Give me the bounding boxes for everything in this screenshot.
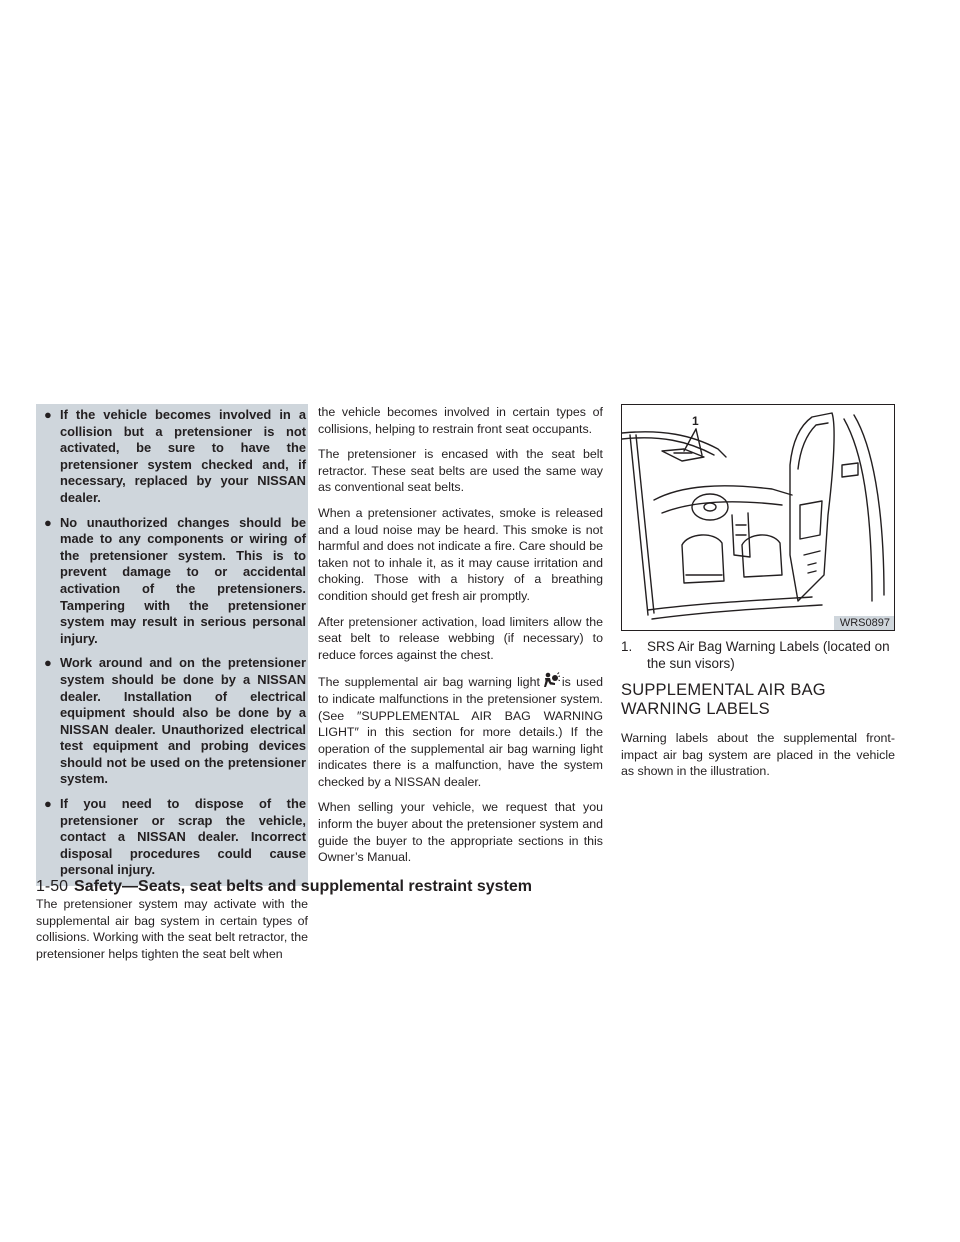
bullet-icon: ● xyxy=(44,407,52,422)
body-paragraph: When a pretensioner activates, smoke is released and a loud noise may be heard. This smoke is not harmful and does not indicate a fire. Care should be taken not to inhale it, as it may cause irritation and choking. Those with a history of a breathing condition should get fresh air promptly. xyxy=(318,505,603,603)
middle-column xyxy=(318,404,603,875)
warning-item: ● Work around and on the pretensioner system should be done by a NISSAN dealer. Installation of electrical equipment should also be done by a NISSAN dealer. Unauthorized electrical test equipment and probing devices should not be used on the pretensioner system. xyxy=(44,655,306,787)
body-paragraph: The pretensioner is encased with the seat belt retractor. These seat belts are used the same way as conventional seat belts. xyxy=(318,447,603,495)
bullet-icon: ● xyxy=(44,514,52,530)
chapter-title: Safety—Seats, seat belts and supplemental restraint system xyxy=(74,878,532,895)
airbag-warning-icon xyxy=(542,672,560,688)
bullet-icon: ● xyxy=(44,655,52,671)
page-footer xyxy=(36,878,532,896)
car-interior-illustration xyxy=(621,404,895,631)
figure-code: WRS0897 xyxy=(834,616,894,630)
body-paragraph: the vehicle becomes involved in certain types of collisions, helping to restrain front seat occupants. xyxy=(318,405,603,436)
warning-item: ● If the vehicle becomes involved in a collision but a pretensioner is not activated, be sure to have the pretensioner system checked and, if necessary, replaced by your NISSAN dealer. xyxy=(44,407,306,505)
warning-item: ● No unauthorized changes should be made to any components or wiring of the pretensioner system. This is to prevent damage to or accidental activation of the pretensioners. Tampering with the pretensioner system may result in serious personal injury. xyxy=(44,514,306,646)
body-paragraph: The supplemental air bag warning light is used to indicate malfunctions in the pretensioner system. (See ″SUPPLEMENTAL AIR BAG WARNING LIGHT″ in this section for more details.) If the operation of the supplemental air bag warning light indicates there is a malfunction, have the system checked by a NISSAN dealer. xyxy=(318,672,603,790)
page-number: 1-50 xyxy=(36,878,69,895)
warning-item: ● If you need to dispose of the pretensioner or scrap the vehicle, contact a NISSAN dealer. Incorrect disposal procedures could cause personal injury. xyxy=(44,796,306,878)
bullet-icon: ● xyxy=(44,796,52,812)
figure-caption: 1. SRS Air Bag Warning Labels (located on the sun visors) xyxy=(621,639,890,671)
section-heading: SUPPLEMENTAL AIR BAG WARNING LABELS xyxy=(621,681,826,718)
callout-label: 1 xyxy=(692,414,699,428)
body-paragraph: After pretensioner activation, load limiters allow the seat belt to release webbing (if necessary) to reduce forces against the chest. xyxy=(318,614,603,662)
body-paragraph: Warning labels about the supplemental front-impact air bag system are placed in the vehicle as shown in the illustration. xyxy=(621,731,895,779)
warning-box xyxy=(36,404,308,886)
right-column xyxy=(621,404,895,789)
car-door-drawing xyxy=(622,405,894,630)
body-paragraph: The pretensioner system may activate with the supplemental air bag system in certain types of collisions. Working with the seat belt retractor, the pretensioner helps tighten the seat belt when xyxy=(36,897,308,961)
body-paragraph: When selling your vehicle, we request that you inform the buyer about the pretensioner system and guide the buyer to the appropriate sections in this Owner’s Manual. xyxy=(318,800,603,865)
